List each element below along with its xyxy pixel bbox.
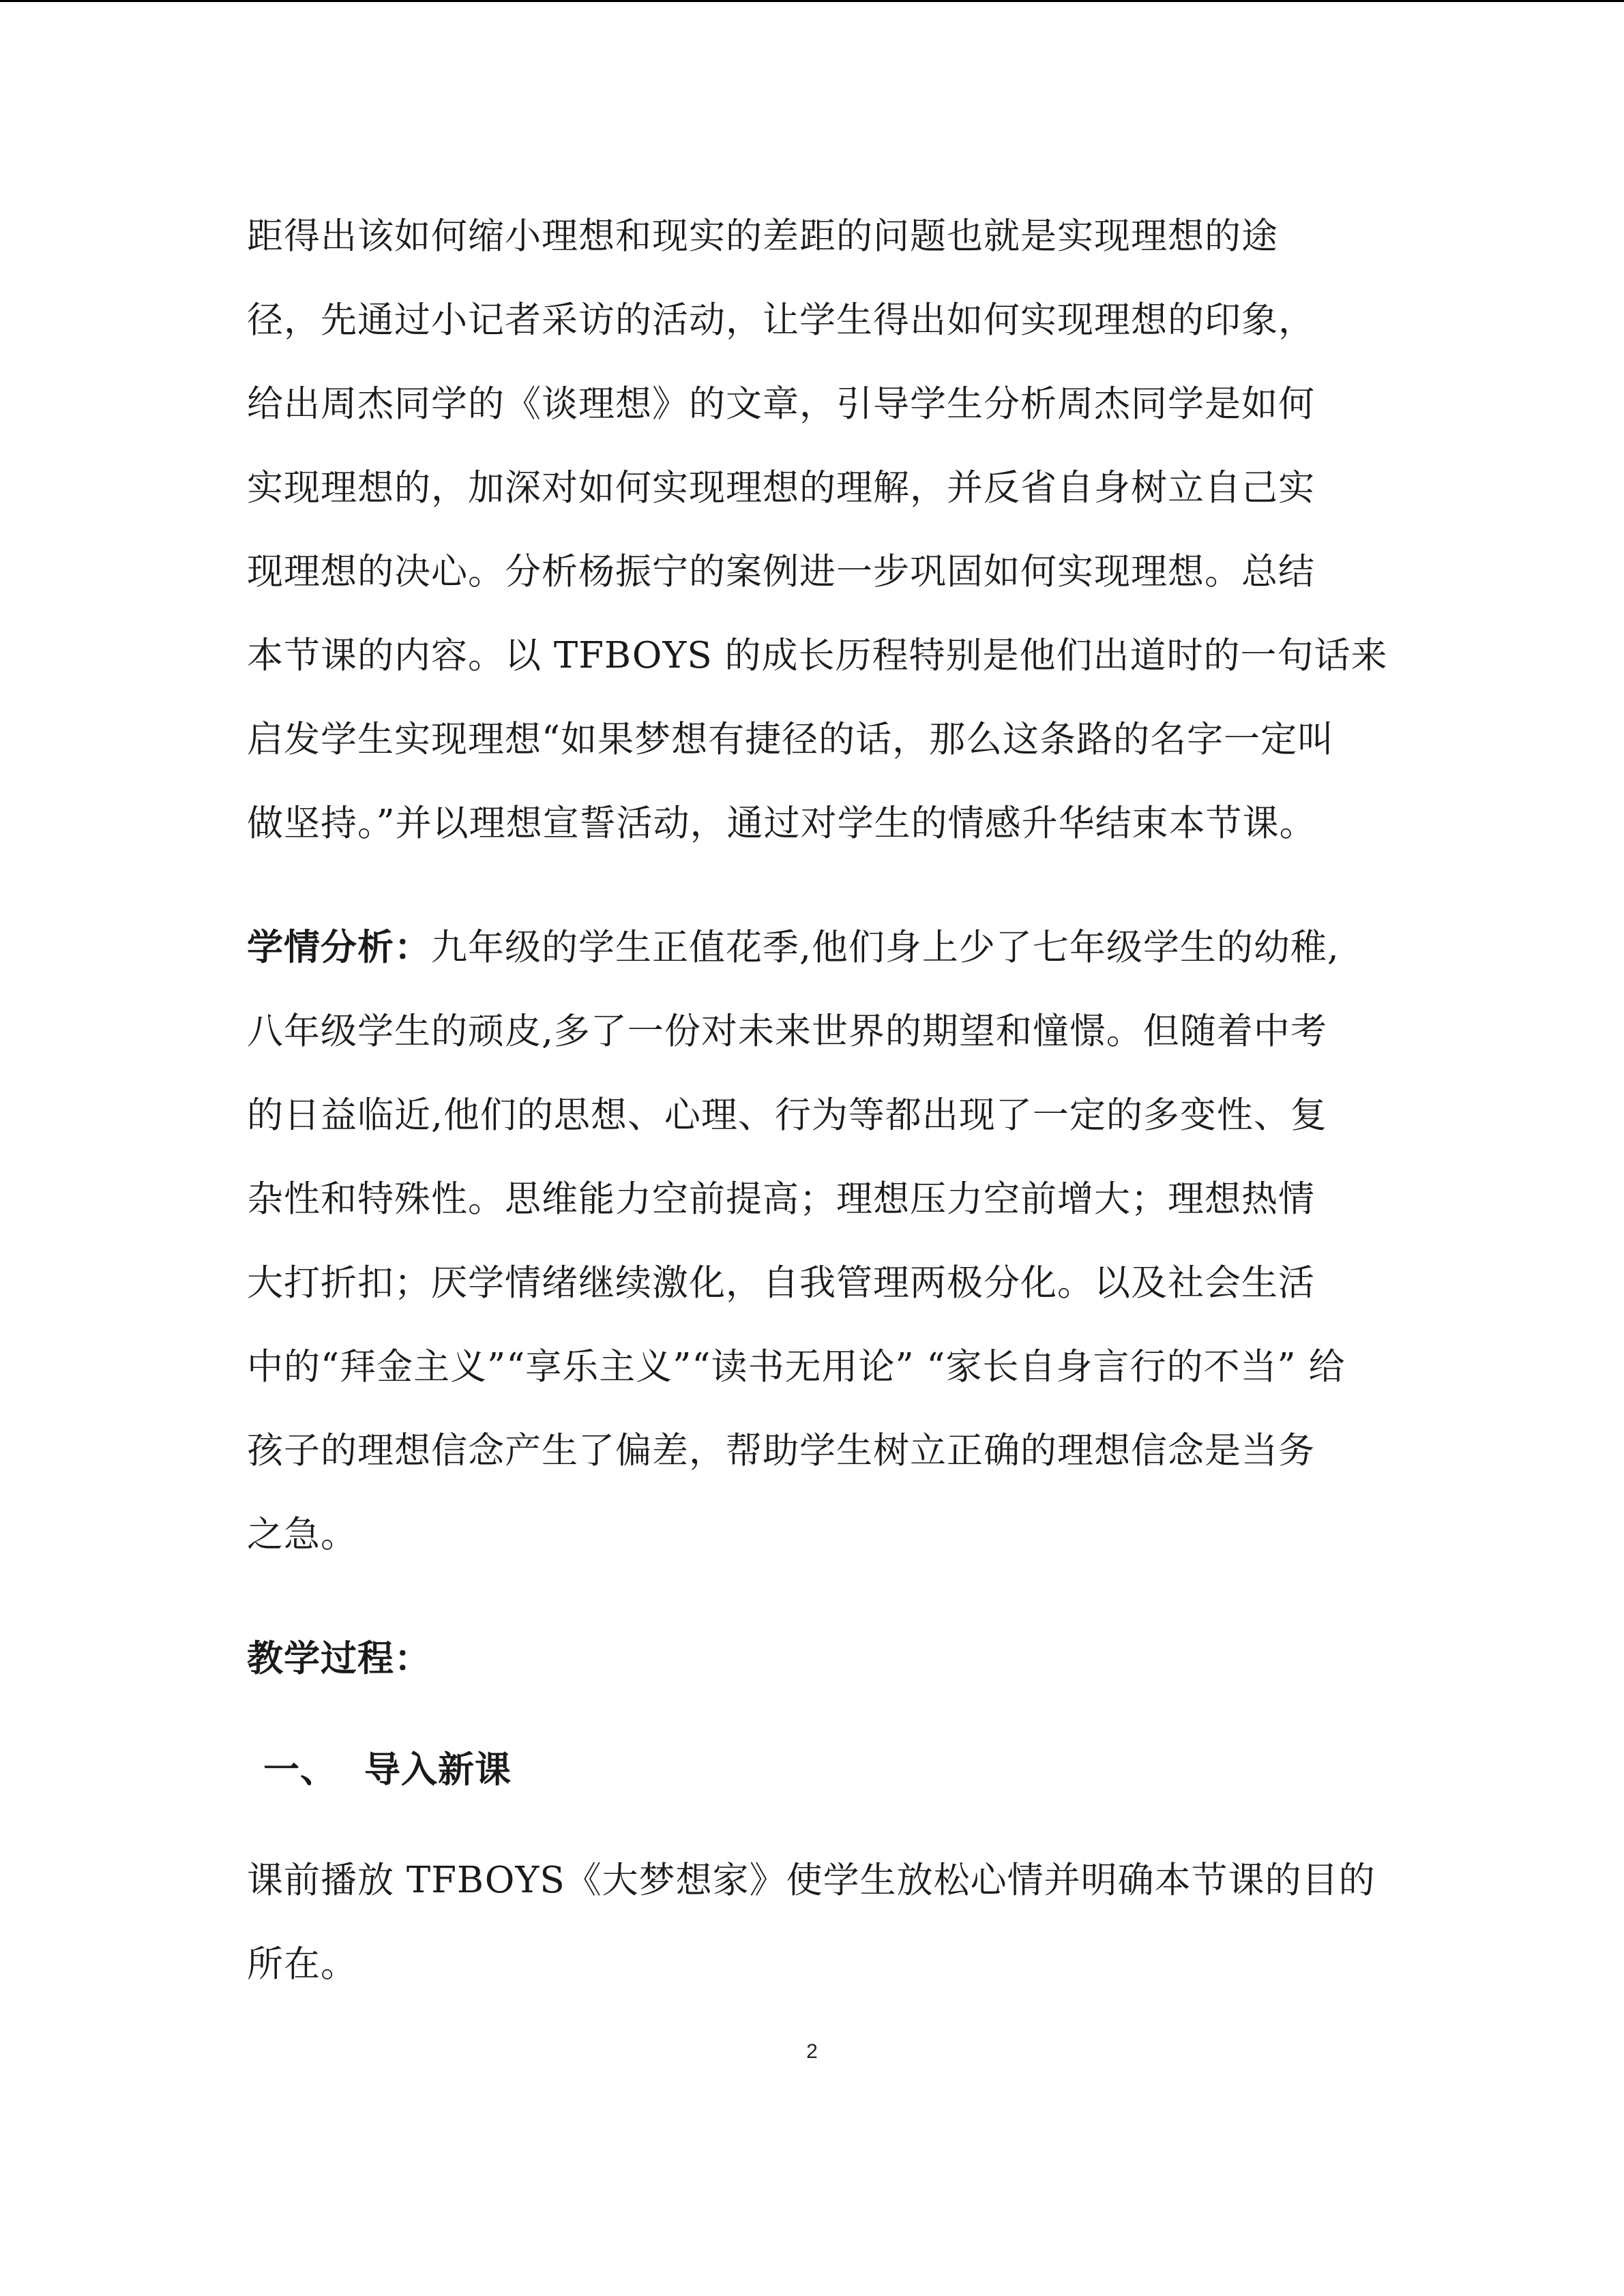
paragraph-line: 实现理想的，加深对如何实现理想的理解，并反省自身树立自己实 bbox=[247, 467, 1315, 509]
analysis-first-line bbox=[247, 924, 1340, 972]
process-heading: 教学过程： bbox=[247, 1638, 431, 1680]
analysis-line: 之急。 bbox=[247, 1514, 357, 1555]
analysis-line: 中的“拜金主义”“享乐主义”“读书无用论” “家长自身言行的不当” 给 bbox=[247, 1346, 1346, 1388]
analysis-line: 大打折扣；厌学情绪继续激化，自我管理两极分化。以及社会生活 bbox=[247, 1262, 1315, 1304]
paragraph-line: 现理想的决心。分析杨振宁的案例进一步巩固如何实现理想。总结 bbox=[247, 551, 1315, 593]
analysis-label: 学情分析： bbox=[247, 927, 431, 968]
page-number: 2 bbox=[806, 2040, 818, 2063]
section-heading bbox=[247, 1746, 512, 1794]
section-number: 一、 bbox=[263, 1749, 337, 1791]
section-line: 课前播放 TFBOYS《大梦想家》使学生放松心情并明确本节课的目的 bbox=[247, 1860, 1376, 1901]
analysis-line: 杂性和特殊性。思维能力空前提高；理想压力空前增大；理想热情 bbox=[247, 1178, 1315, 1220]
analysis-line: 的日益临近,他们的思想、心理、行为等都出现了一定的多变性、复 bbox=[247, 1094, 1327, 1136]
paragraph-line: 给出周杰同学的《谈理想》的文章，引导学生分析周杰同学是如何 bbox=[247, 383, 1315, 425]
analysis-line: 八年级学生的顽皮,多了一份对未来世界的期望和憧憬。但随着中考 bbox=[247, 1011, 1327, 1052]
paragraph-line: 径，先通过小记者采访的活动，让学生得出如何实现理想的印象， bbox=[247, 299, 1315, 341]
paragraph-line: 启发学生实现理想“如果梦想有捷径的话，那么这条路的名字一定叫 bbox=[247, 719, 1335, 760]
section-title: 导入新课 bbox=[364, 1749, 512, 1791]
paragraph-line: 距得出该如何缩小理想和现实的差距的问题也就是实现理想的途 bbox=[247, 215, 1278, 257]
paragraph-line: 本节课的内容。以 TFBOYS 的成长历程特别是他们出道时的一句话来 bbox=[247, 635, 1388, 676]
paragraph-line: 做坚持。”并以理想宣誓活动，通过对学生的情感升华结束本节课。 bbox=[247, 803, 1316, 844]
analysis-text: 九年级的学生正值花季,他们身上少了七年级学生的幼稚, bbox=[431, 927, 1340, 968]
section-line: 所在。 bbox=[247, 1943, 357, 1985]
analysis-line: 孩子的理想信念产生了偏差，帮助学生树立正确的理想信念是当务 bbox=[247, 1430, 1315, 1472]
page-top-border bbox=[0, 0, 1624, 2]
